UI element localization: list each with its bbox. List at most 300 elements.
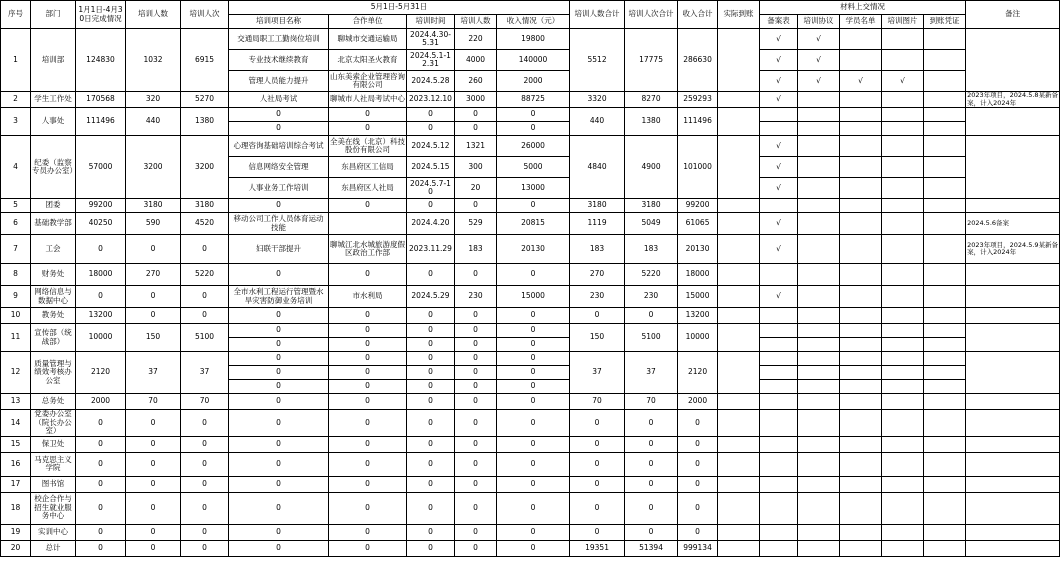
- row-dept: 图书馆: [31, 476, 76, 492]
- row-partner: 0: [329, 394, 407, 410]
- row-received: [718, 524, 760, 540]
- row-remark: [966, 352, 1060, 394]
- row-material-check: [840, 122, 882, 136]
- row-project: 0: [229, 366, 329, 380]
- row-material-check: [882, 235, 924, 264]
- row-income: 0: [497, 410, 570, 437]
- row-times: 0: [181, 540, 229, 556]
- row-time: 0: [407, 492, 455, 524]
- row-material-check: √: [760, 178, 798, 199]
- row-time: 0: [407, 394, 455, 410]
- row-total-income: 259293: [678, 92, 718, 108]
- row-material-check: √: [760, 213, 798, 235]
- row-material-check: [798, 108, 840, 122]
- row-material-check: √: [760, 286, 798, 308]
- row-partner: 0: [329, 324, 407, 338]
- row-material-check: [760, 324, 798, 338]
- row-dept: 人事处: [31, 108, 76, 136]
- row-total-income: 2120: [678, 352, 718, 394]
- row-income: 5000: [497, 157, 570, 178]
- row-dept: 质量管理与绩效考核办公室: [31, 352, 76, 394]
- row-income: 0: [497, 366, 570, 380]
- row-material-check: [760, 436, 798, 452]
- row-material-check: [760, 380, 798, 394]
- row-remark: 2023年项目，2024.5.9某新备案，计入2024年: [966, 235, 1060, 264]
- row-material-check: √: [882, 71, 924, 92]
- row-trainees: 0: [126, 308, 181, 324]
- row-seq: 11: [1, 324, 31, 352]
- row-count: 0: [455, 308, 497, 324]
- row-total-income: 101000: [678, 136, 718, 199]
- row-material-check: [840, 476, 882, 492]
- row-material-check: [798, 492, 840, 524]
- row-total-times: 0: [625, 476, 678, 492]
- row-income: 0: [497, 380, 570, 394]
- row-seq: 2: [1, 92, 31, 108]
- row-times: 0: [181, 235, 229, 264]
- row-count: 0: [455, 452, 497, 476]
- row-times: 70: [181, 394, 229, 410]
- row-seq: 8: [1, 264, 31, 286]
- row-material-check: [924, 524, 966, 540]
- row-total-times: 5049: [625, 213, 678, 235]
- row-dept: 培训部: [31, 29, 76, 92]
- header-total-times: 培训人次合计: [625, 1, 678, 29]
- row-dept: 校企合作与招生就业服务中心: [31, 492, 76, 524]
- row-material-check: [882, 436, 924, 452]
- row-material-check: [798, 436, 840, 452]
- header-total-trainees: 培训人数合计: [570, 1, 625, 29]
- row-total-trainees: 0: [570, 436, 625, 452]
- row-project: 0: [229, 122, 329, 136]
- row-material-check: [840, 235, 882, 264]
- row-material-check: [924, 122, 966, 136]
- row-seq: 3: [1, 108, 31, 136]
- table-row: [1, 476, 1060, 492]
- row-remark: [966, 286, 1060, 308]
- row-received: [718, 492, 760, 524]
- row-partner: 0: [329, 524, 407, 540]
- row-ytd: 0: [76, 452, 126, 476]
- header-partner: 合作单位: [329, 15, 407, 29]
- row-material-check: [798, 286, 840, 308]
- row-dept: 财务处: [31, 264, 76, 286]
- row-material-check: [840, 213, 882, 235]
- row-material-check: [840, 380, 882, 394]
- row-material-check: √: [760, 92, 798, 108]
- row-trainees: 440: [126, 108, 181, 136]
- row-time: 2024.5.1-12.31: [407, 50, 455, 71]
- row-material-check: [840, 308, 882, 324]
- row-ytd: 2000: [76, 394, 126, 410]
- row-time: 2024.5.7-10: [407, 178, 455, 199]
- row-total-trainees: 270: [570, 264, 625, 286]
- row-count: 0: [455, 264, 497, 286]
- row-income: 0: [497, 394, 570, 410]
- row-ytd: 0: [76, 540, 126, 556]
- row-partner: 聊城市交通运输局: [329, 29, 407, 50]
- table-row: [1, 235, 1060, 264]
- row-seq: 10: [1, 308, 31, 324]
- row-trainees: 3180: [126, 199, 181, 213]
- row-time: 0: [407, 540, 455, 556]
- row-ytd: 0: [76, 286, 126, 308]
- row-project: 心理咨询基础培训综合考试: [229, 136, 329, 157]
- row-total-trainees: 183: [570, 235, 625, 264]
- row-material-check: [798, 380, 840, 394]
- row-project: 专业技术继续教育: [229, 50, 329, 71]
- row-total-times: 17775: [625, 29, 678, 92]
- row-material-check: [924, 235, 966, 264]
- row-partner: 0: [329, 380, 407, 394]
- row-material-check: [798, 199, 840, 213]
- row-material-check: [840, 410, 882, 437]
- row-trainees: 0: [126, 436, 181, 452]
- row-project: 0: [229, 524, 329, 540]
- row-material-check: √: [798, 71, 840, 92]
- row-remark: [966, 29, 1060, 92]
- row-time: 2024.5.28: [407, 71, 455, 92]
- row-times: 0: [181, 476, 229, 492]
- row-total-times: 183: [625, 235, 678, 264]
- row-income: 0: [497, 108, 570, 122]
- row-material-check: [760, 122, 798, 136]
- row-material-check: [840, 352, 882, 366]
- row-partner: 0: [329, 476, 407, 492]
- row-material-check: [882, 476, 924, 492]
- row-received: [718, 352, 760, 394]
- row-material-check: [840, 264, 882, 286]
- table-row: [1, 492, 1060, 524]
- row-material-check: [882, 524, 924, 540]
- row-partner: 0: [329, 199, 407, 213]
- row-material-check: [840, 199, 882, 213]
- row-material-check: [760, 338, 798, 352]
- row-times: 4520: [181, 213, 229, 235]
- table-row: [1, 540, 1060, 556]
- row-total-trainees: 440: [570, 108, 625, 136]
- row-received: [718, 476, 760, 492]
- row-material-check: [882, 394, 924, 410]
- row-trainees: 0: [126, 476, 181, 492]
- row-times: 0: [181, 524, 229, 540]
- row-seq: 13: [1, 394, 31, 410]
- row-partner: 市水利局: [329, 286, 407, 308]
- table-row: [1, 524, 1060, 540]
- row-material-check: [882, 29, 924, 50]
- row-received: [718, 452, 760, 476]
- row-partner: 0: [329, 338, 407, 352]
- row-income: 15000: [497, 286, 570, 308]
- row-total-trainees: 230: [570, 286, 625, 308]
- row-received: [718, 29, 760, 92]
- row-dept: 总计: [31, 540, 76, 556]
- row-income: 0: [497, 122, 570, 136]
- row-remark: [966, 410, 1060, 437]
- row-material-check: [798, 410, 840, 437]
- row-partner: 山东美索企业管理咨询有限公司: [329, 71, 407, 92]
- row-times: 1380: [181, 108, 229, 136]
- row-material-check: [760, 108, 798, 122]
- row-material-check: [882, 492, 924, 524]
- row-times: 0: [181, 452, 229, 476]
- row-material-check: √: [760, 136, 798, 157]
- row-income: 20815: [497, 213, 570, 235]
- row-material-check: [798, 324, 840, 338]
- row-income: 13000: [497, 178, 570, 199]
- header-remark: 备注: [966, 1, 1060, 29]
- row-times: 5220: [181, 264, 229, 286]
- row-time: 0: [407, 122, 455, 136]
- row-total-income: 13200: [678, 308, 718, 324]
- row-remark: [966, 476, 1060, 492]
- row-project: 0: [229, 324, 329, 338]
- row-count: 0: [455, 524, 497, 540]
- row-material-check: [840, 92, 882, 108]
- row-count: 220: [455, 29, 497, 50]
- row-material-check: [760, 524, 798, 540]
- row-project: 妇联干部提升: [229, 235, 329, 264]
- row-material-check: [924, 540, 966, 556]
- row-total-income: 99200: [678, 199, 718, 213]
- row-material-check: [882, 108, 924, 122]
- row-material-check: [924, 338, 966, 352]
- row-material-check: [882, 380, 924, 394]
- row-project: 0: [229, 338, 329, 352]
- row-trainees: 0: [126, 410, 181, 437]
- row-times: 5270: [181, 92, 229, 108]
- row-total-trainees: 19351: [570, 540, 625, 556]
- row-income: 20130: [497, 235, 570, 264]
- row-total-income: 286630: [678, 29, 718, 92]
- row-total-times: 5100: [625, 324, 678, 352]
- row-ytd: 40250: [76, 213, 126, 235]
- row-time: 2024.5.12: [407, 136, 455, 157]
- row-seq: 9: [1, 286, 31, 308]
- row-received: [718, 324, 760, 352]
- row-partner: 东昌府区工信局: [329, 157, 407, 178]
- row-remark: [966, 452, 1060, 476]
- row-count: 183: [455, 235, 497, 264]
- row-total-times: 230: [625, 286, 678, 308]
- row-ytd: 0: [76, 492, 126, 524]
- row-received: [718, 410, 760, 437]
- row-count: 4000: [455, 50, 497, 71]
- row-dept: 团委: [31, 199, 76, 213]
- table-row: [1, 394, 1060, 410]
- row-project: 0: [229, 436, 329, 452]
- row-total-income: 0: [678, 492, 718, 524]
- row-material-check: [798, 92, 840, 108]
- row-trainees: 270: [126, 264, 181, 286]
- row-material-check: [840, 540, 882, 556]
- row-partner: 0: [329, 264, 407, 286]
- row-partner: 东昌府区人社局: [329, 178, 407, 199]
- row-count: 0: [455, 410, 497, 437]
- row-times: 0: [181, 436, 229, 452]
- row-time: 0: [407, 366, 455, 380]
- table-body: [1, 29, 1060, 557]
- row-count: 0: [455, 492, 497, 524]
- row-total-income: 20130: [678, 235, 718, 264]
- row-dept: 纪委（监察专员办公室）: [31, 136, 76, 199]
- row-trainees: 0: [126, 524, 181, 540]
- row-material-check: [882, 308, 924, 324]
- row-total-times: 70: [625, 394, 678, 410]
- row-ytd: 0: [76, 235, 126, 264]
- header-count: 培训人数: [455, 15, 497, 29]
- row-partner: 0: [329, 122, 407, 136]
- row-seq: 19: [1, 524, 31, 540]
- row-total-trainees: 0: [570, 410, 625, 437]
- row-times: 0: [181, 492, 229, 524]
- row-remark: [966, 324, 1060, 352]
- row-dept: 基础教学部: [31, 213, 76, 235]
- header-materials: 材料上交情况: [760, 1, 966, 15]
- row-total-income: 111496: [678, 108, 718, 136]
- row-remark: [966, 524, 1060, 540]
- row-project: 全市水利工程运行管理暨水旱灾害防御业务培训: [229, 286, 329, 308]
- row-income: 26000: [497, 136, 570, 157]
- row-time: 0: [407, 308, 455, 324]
- row-material-check: √: [760, 29, 798, 50]
- row-time: 0: [407, 199, 455, 213]
- row-partner: 0: [329, 410, 407, 437]
- row-trainees: 70: [126, 394, 181, 410]
- row-seq: 17: [1, 476, 31, 492]
- row-total-income: 0: [678, 476, 718, 492]
- row-seq: 4: [1, 136, 31, 199]
- row-total-income: 10000: [678, 324, 718, 352]
- row-times: 37: [181, 352, 229, 394]
- table-row: [1, 136, 1060, 157]
- row-material-check: [798, 122, 840, 136]
- row-partner: 北京太阳圣火教育: [329, 50, 407, 71]
- header-project: 培训项目名称: [229, 15, 329, 29]
- row-total-times: 0: [625, 436, 678, 452]
- row-material-check: [760, 540, 798, 556]
- row-total-trainees: 0: [570, 452, 625, 476]
- row-income: 0: [497, 199, 570, 213]
- row-project: 0: [229, 108, 329, 122]
- row-trainees: 0: [126, 235, 181, 264]
- row-material-check: [760, 308, 798, 324]
- row-material-check: [760, 394, 798, 410]
- row-material-check: [924, 199, 966, 213]
- row-count: 0: [455, 108, 497, 122]
- row-material-check: [840, 324, 882, 338]
- row-material-check: [840, 29, 882, 50]
- row-material-check: [882, 366, 924, 380]
- row-trainees: 0: [126, 286, 181, 308]
- row-project: 人事业务工作培训: [229, 178, 329, 199]
- row-time: 0: [407, 352, 455, 366]
- header-total-income: 收入合计: [678, 1, 718, 29]
- row-total-times: 5220: [625, 264, 678, 286]
- row-trainees: 0: [126, 492, 181, 524]
- row-trainees: 0: [126, 540, 181, 556]
- row-project: 0: [229, 199, 329, 213]
- row-total-income: 18000: [678, 264, 718, 286]
- row-partner: [329, 213, 407, 235]
- row-material-check: [924, 352, 966, 366]
- row-material-check: [924, 286, 966, 308]
- header-m-roster: 学员名单: [840, 15, 882, 29]
- table-row: [1, 410, 1060, 437]
- row-count: 0: [455, 324, 497, 338]
- row-remark: [966, 308, 1060, 324]
- row-total-trainees: 4840: [570, 136, 625, 199]
- row-material-check: [882, 324, 924, 338]
- row-dept: 宣传部（统战部）: [31, 324, 76, 352]
- row-material-check: [798, 178, 840, 199]
- row-material-check: [840, 136, 882, 157]
- row-trainees: 0: [126, 452, 181, 476]
- row-material-check: [760, 352, 798, 366]
- row-material-check: [840, 157, 882, 178]
- row-total-trainees: 0: [570, 524, 625, 540]
- row-time: 0: [407, 108, 455, 122]
- row-seq: 20: [1, 540, 31, 556]
- row-trainees: 37: [126, 352, 181, 394]
- row-received: [718, 235, 760, 264]
- row-income: 19800: [497, 29, 570, 50]
- row-material-check: [924, 308, 966, 324]
- row-time: 2024.5.29: [407, 286, 455, 308]
- row-material-check: √: [760, 71, 798, 92]
- row-material-check: [798, 213, 840, 235]
- table-row: [1, 264, 1060, 286]
- row-material-check: [924, 452, 966, 476]
- row-income: 0: [497, 476, 570, 492]
- row-total-trainees: 150: [570, 324, 625, 352]
- row-material-check: [924, 178, 966, 199]
- row-partner: 0: [329, 352, 407, 366]
- row-ytd: 111496: [76, 108, 126, 136]
- row-project: 管理人员能力提升: [229, 71, 329, 92]
- row-project: 交通局职工工勤岗位培训: [229, 29, 329, 50]
- row-total-income: 15000: [678, 286, 718, 308]
- row-partner: 0: [329, 366, 407, 380]
- row-dept: 总务处: [31, 394, 76, 410]
- row-material-check: [924, 492, 966, 524]
- row-received: [718, 264, 760, 286]
- row-material-check: [760, 452, 798, 476]
- row-material-check: [798, 366, 840, 380]
- row-trainees: 150: [126, 324, 181, 352]
- row-ytd: 0: [76, 410, 126, 437]
- row-material-check: [798, 136, 840, 157]
- header-m-receipt: 到账凭证: [924, 15, 966, 29]
- row-material-check: [882, 157, 924, 178]
- row-times: 0: [181, 308, 229, 324]
- row-material-check: [882, 178, 924, 199]
- row-total-income: 0: [678, 436, 718, 452]
- row-income: 0: [497, 264, 570, 286]
- row-seq: 12: [1, 352, 31, 394]
- row-income: 0: [497, 324, 570, 338]
- row-material-check: √: [760, 235, 798, 264]
- row-material-check: [760, 492, 798, 524]
- row-material-check: [882, 199, 924, 213]
- row-trainees: 320: [126, 92, 181, 108]
- header-trainees: 培训人数: [126, 1, 181, 29]
- row-remark: [966, 199, 1060, 213]
- header-seq: 序号: [1, 1, 31, 29]
- row-dept: 工会: [31, 235, 76, 264]
- row-material-check: [840, 50, 882, 71]
- row-income: 140000: [497, 50, 570, 71]
